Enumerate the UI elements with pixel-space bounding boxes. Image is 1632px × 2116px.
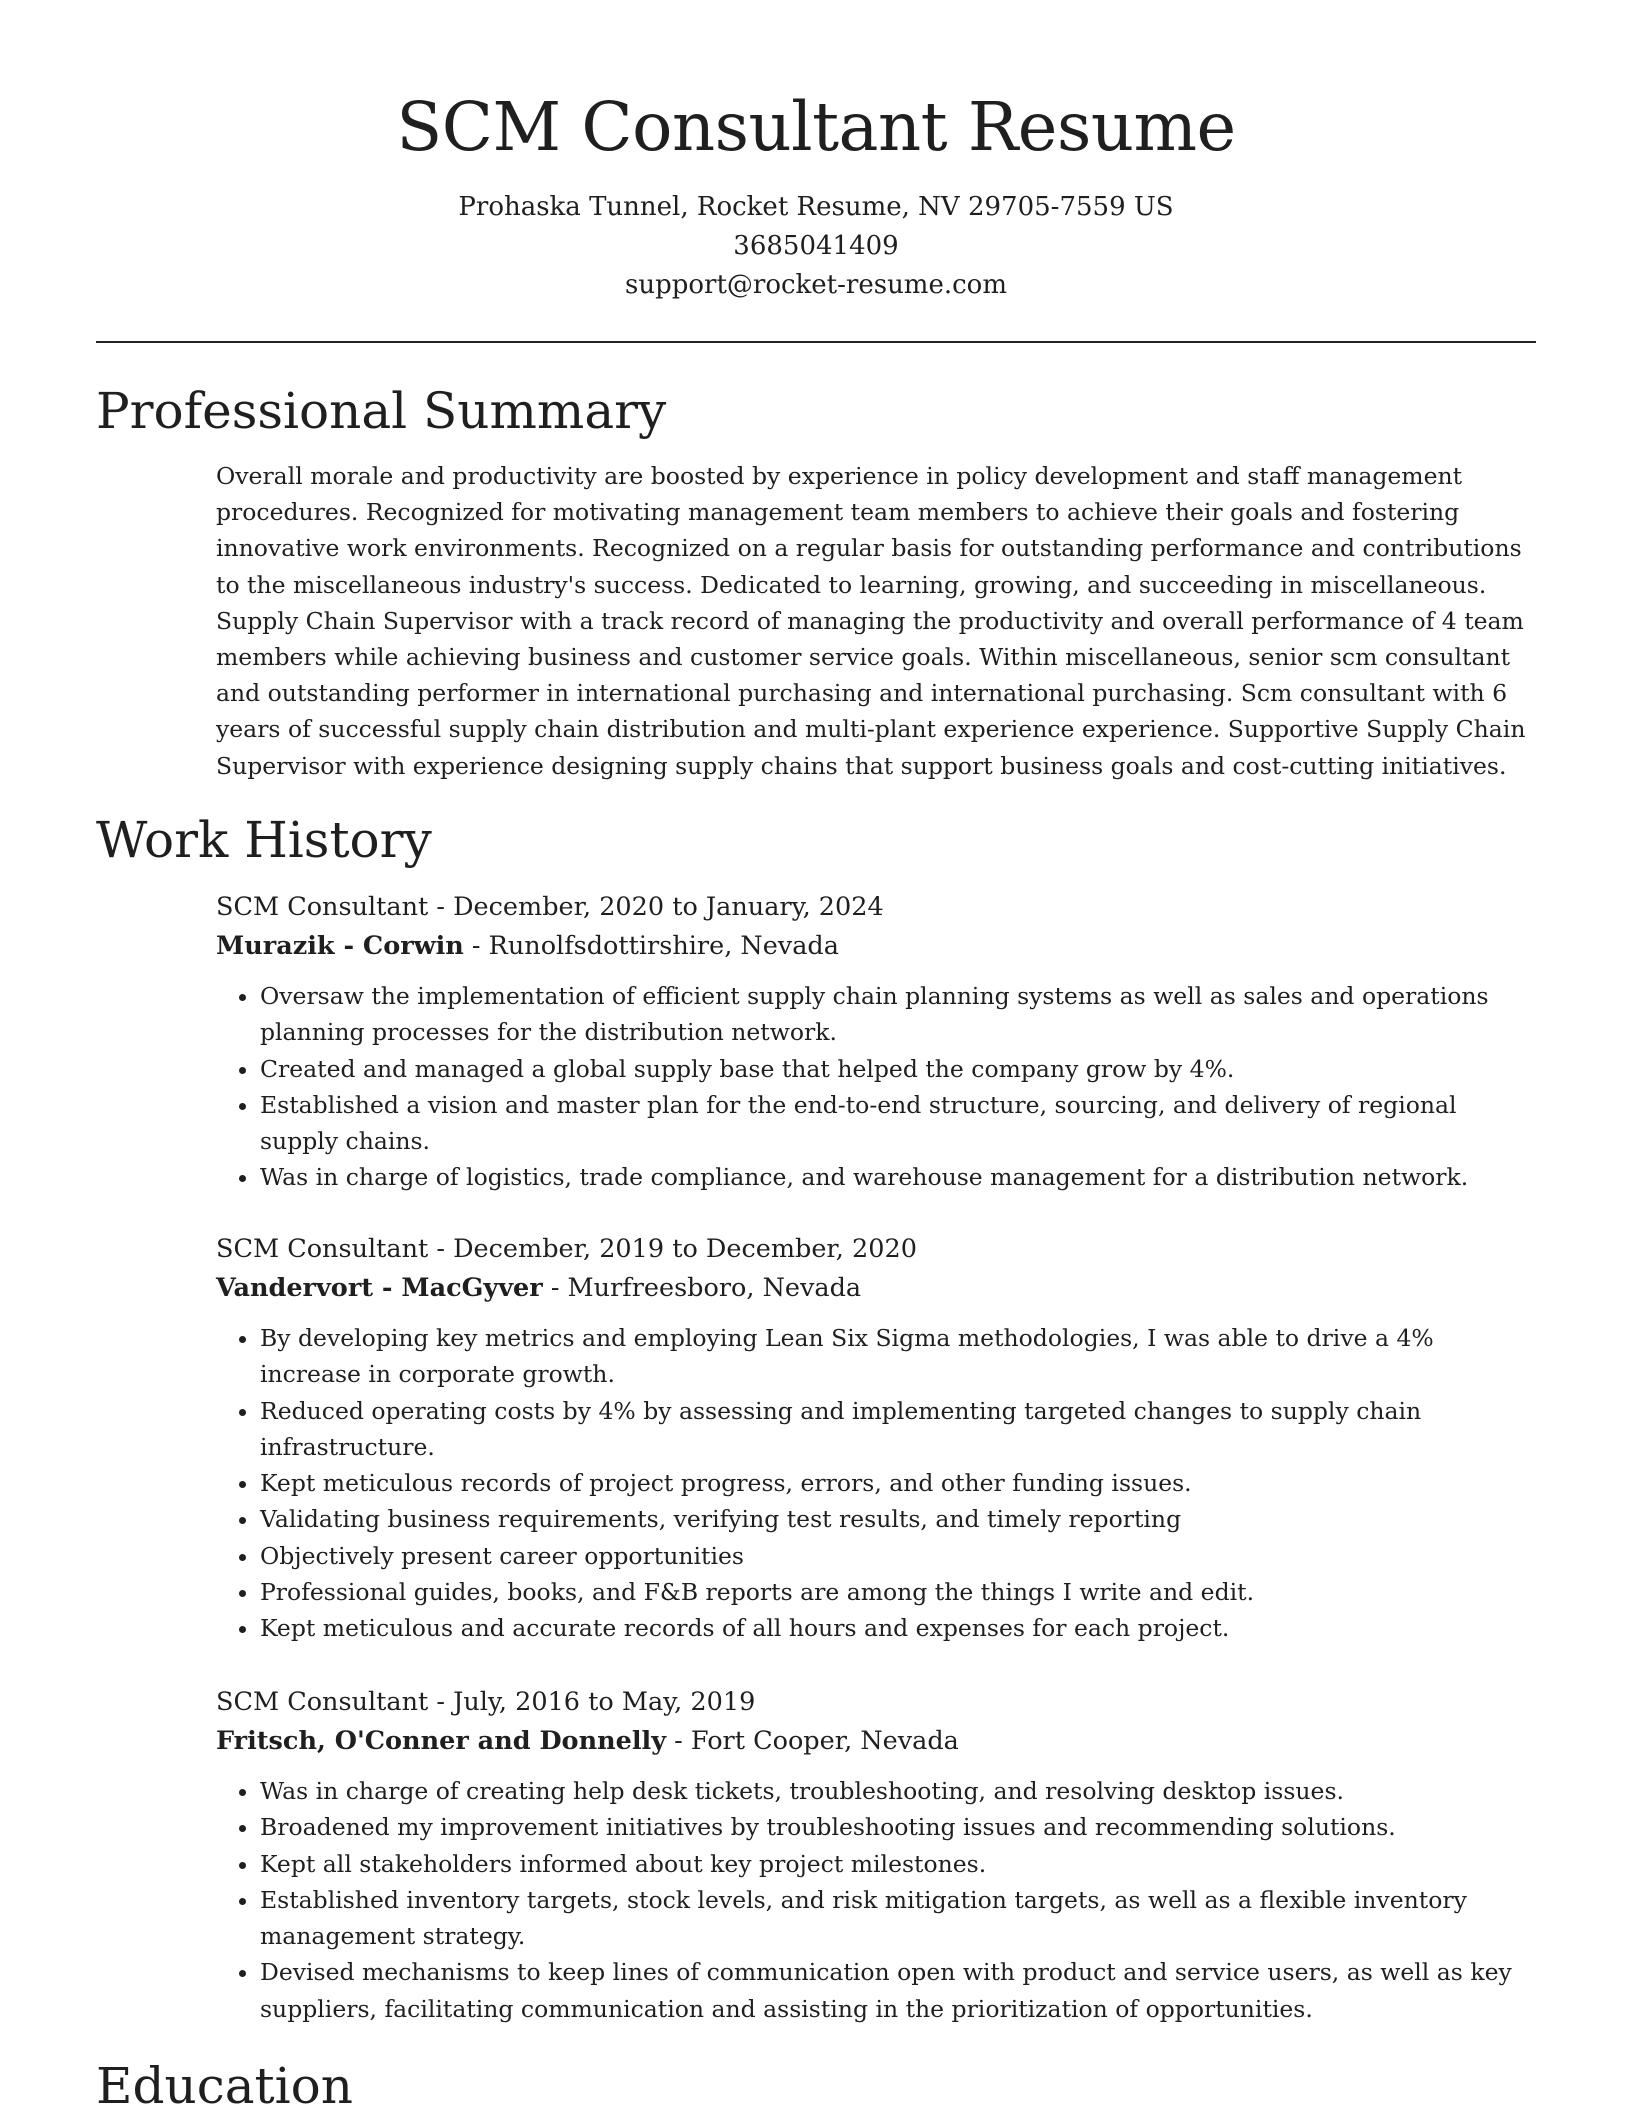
- job-bullet: • Objectively present career opportunities: [260, 1538, 1536, 1574]
- job-bullet: • Reduced operating costs by 4% by assessing and implementing targeted changes to supply chain infrastructure.: [260, 1393, 1536, 1466]
- summary-text: Overall morale and productivity are boosted by experience in policy development and staff management procedures. Recognized for motivating management team members to achieve their goals and fostering innovative work environments. Recognized on a regular basis for outstanding performance and contributions to the miscellaneous industry's success. Dedicated to learning, growing, and succeeding in miscellaneous. Supply Chain Supervisor with a track record of managing the productivity and overall performance of 4 team members while achieving business and customer service goals. Within miscellaneous, senior scm consultant and outstanding performer in international purchasing and international purchasing. Scm consultant with 6 years of successful supply chain distribution and multi-plant experience experience. Supportive Supply Chain Supervisor with experience designing supply chains that support business goals and cost-cutting initiatives.: [216, 462, 1526, 780]
- work-history-heading: Work History: [96, 811, 432, 869]
- job-bullet: • Oversaw the implementation of efficient supply chain planning systems as well as sales and operations planning processes for the distribution network.: [260, 978, 1536, 1051]
- job-bullet: • Established inventory targets, stock levels, and risk mitigation targets, as well as a flexible inventory management strategy.: [260, 1882, 1536, 1955]
- resume-title: SCM Consultant Resume: [396, 88, 1236, 166]
- job-bullet: • Professional guides, books, and F&B reports are among the things I write and edit.: [260, 1574, 1536, 1610]
- contact-block: [0, 188, 1632, 305]
- job-entry-2: [216, 1230, 1536, 1647]
- job-bullets: [216, 978, 1536, 1196]
- job-bullet: • Kept meticulous and accurate records of all hours and expenses for each project.: [260, 1610, 1536, 1646]
- job-title-line: [216, 888, 1536, 927]
- job-role: SCM Consultant: [216, 1687, 429, 1717]
- job-bullet: • Was in charge of logistics, trade compliance, and warehouse management for a distribution network.: [260, 1159, 1536, 1195]
- job-bullet: • Was in charge of creating help desk tickets, troubleshooting, and resolving desktop issues.: [260, 1773, 1536, 1809]
- job-bullet: • Devised mechanisms to keep lines of communication open with product and service users, as well as key suppliers, facilitating communication and assisting in the prioritization of opportunities.: [260, 1954, 1536, 2027]
- job-company-line: [216, 1269, 1536, 1308]
- job-bullet: • Kept all stakeholders informed about key project milestones.: [260, 1846, 1536, 1882]
- job-title-line: [216, 1683, 1536, 1722]
- job-company: Vandervort - MacGyver: [216, 1273, 543, 1303]
- education-heading: Education: [96, 2057, 353, 2115]
- header-divider: [96, 341, 1536, 343]
- job-location: - Fort Cooper, Nevada: [666, 1726, 959, 1756]
- job-bullet: • Established a vision and master plan for the end-to-end structure, sourcing, and delivery of regional supply chains.: [260, 1087, 1536, 1160]
- job-company: Murazik - Corwin: [216, 931, 464, 961]
- job-location: - Murfreesboro, Nevada: [542, 1273, 862, 1303]
- contact-email: support@rocket-resume.com: [624, 270, 1007, 300]
- job-role: SCM Consultant: [216, 1234, 429, 1264]
- job-bullet: • Kept meticulous records of project progress, errors, and other funding issues.: [260, 1465, 1536, 1501]
- job-bullet: • Validating business requirements, verifying test results, and timely reporting: [260, 1501, 1536, 1537]
- job-bullet: • Created and managed a global supply base that helped the company grow by 4%.: [260, 1051, 1536, 1087]
- job-bullets: [216, 1773, 1536, 2027]
- job-dates: - July, 2016 to May, 2019: [428, 1687, 756, 1717]
- job-role: SCM Consultant: [216, 892, 429, 922]
- job-company-line: [216, 1722, 1536, 1761]
- job-bullets: [216, 1320, 1536, 1647]
- resume-header: [0, 0, 1632, 305]
- contact-address: Prohaska Tunnel, Rocket Resume, NV 29705-7559 US: [458, 192, 1174, 222]
- summary-heading: Professional Summary: [96, 382, 667, 440]
- job-entry-1: [216, 888, 1536, 1196]
- job-company: Fritsch, O'Conner and Donnelly: [216, 1726, 667, 1756]
- job-location: - Runolfsdottirshire, Nevada: [463, 931, 839, 961]
- job-dates: - December, 2019 to December, 2020: [428, 1234, 917, 1264]
- job-company-line: [216, 927, 1536, 966]
- contact-phone: 3685041409: [733, 231, 899, 261]
- job-bullet: • Broadened my improvement initiatives by troubleshooting issues and recommending solutions.: [260, 1809, 1536, 1845]
- job-dates: - December, 2020 to January, 2024: [428, 892, 884, 922]
- job-title-line: [216, 1230, 1536, 1269]
- job-entry-3: [216, 1683, 1536, 2027]
- job-bullet: • By developing key metrics and employing Lean Six Sigma methodologies, I was able to drive a 4% increase in corporate growth.: [260, 1320, 1536, 1393]
